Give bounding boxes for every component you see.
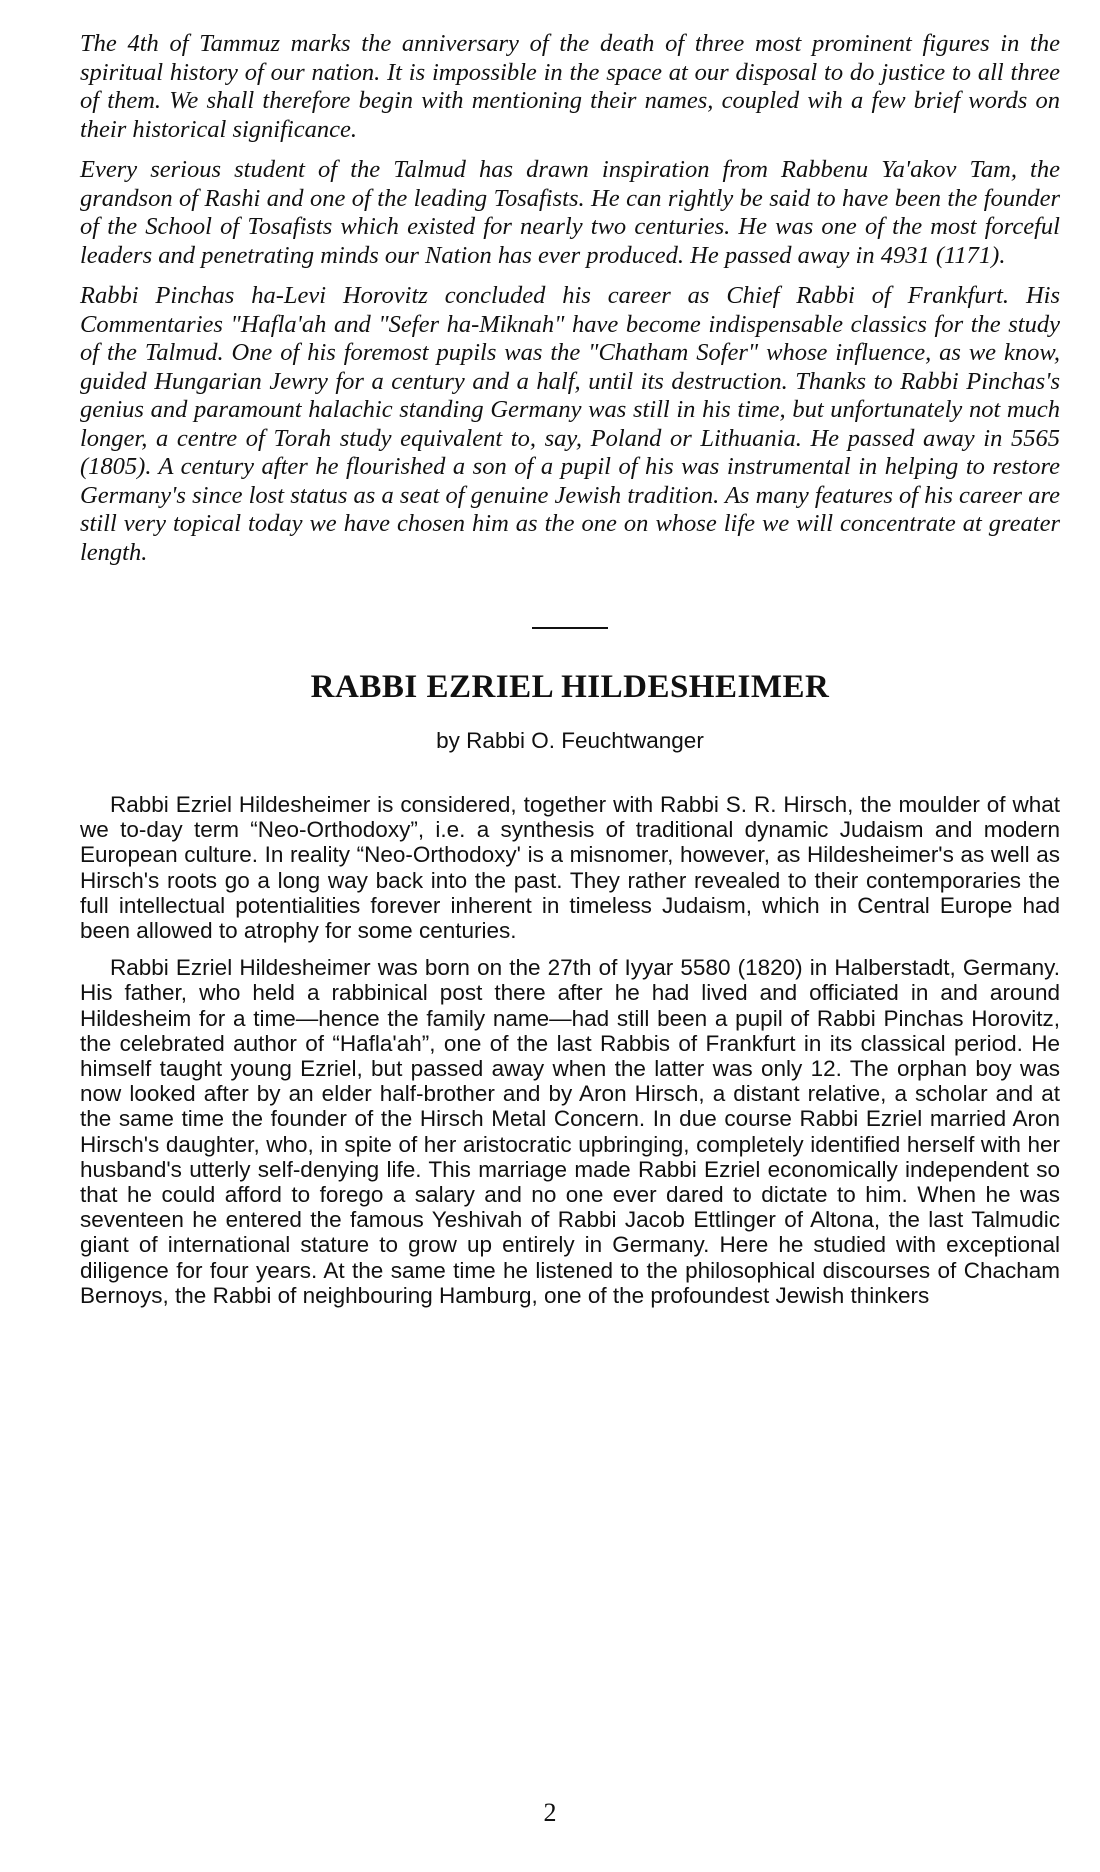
article-paragraph-2: Rabbi Ezriel Hildesheimer was born on the 27th of Iyyar 5580 (1820) in Halberstadt, Germany. His father, who held a rabbinical post there after he had lived and officiated in and around Hildesheim for a time—hence the family name—had still been a pupil of Rabbi Pinchas Horovitz, the celebrated author of “Hafla'ah”, one of the last Rabbis of Frankfurt in its classical period. He himself taught young Ezriel, but passed away when the latter was only 12. The orphan boy was now looked after by an elder half-brother and by Aron Hirsch, a distant relative, a scholar and at the same time the founder of the Hirsch Metal Concern. In due course Rabbi Ezriel married Aron Hirsch's daughter, who, in spite of her aristocratic upbringing, completely identified herself with her husband's utterly self-denying life. This marriage made Rabbi Ezriel economically independent so that he could afford to forego a salary and no one ever dared to dictate to him. When he was seventeen he entered the famous Yeshivah of Rabbi Jacob Ettlinger of Altona, the last Talmudic giant of international stature to grow up entirely in Germany. Here he studied with exceptional diligence for four years. At the same time he listened to the philosophical discourses of Chacham Bernoys, the Rabbi of neighbouring Hamburg, one of the profoundest Jewish thinkers [80, 955, 1060, 1308]
section-divider [532, 627, 608, 629]
article-body [80, 792, 1060, 1308]
article-paragraph-1: Rabbi Ezriel Hildesheimer is considered, together with Rabbi S. R. Hirsch, the moulder of what we to-day term “Neo-Orthodoxy”, i.e. a synthesis of traditional dynamic Judaism and modern European culture. In reality “Neo-Orthodoxy' is a misnomer, however, as Hildesheimer's as well as Hirsch's roots go a long way back into the past. They rather revealed to their contemporaries the full intellectual potentialities forever inherent in timeless Judaism, which in Central Europe had been allowed to atrophy for some centuries. [80, 792, 1060, 944]
intro-paragraph-2: Every serious student of the Talmud has drawn inspiration from Rabbenu Ya'akov Tam, the grandson of Rashi and one of the leading Tosafists. He can rightly be said to have been the founder of the School of Tosafists which existed for nearly two centuries. He was one of the most forceful leaders and penetrating minds our Nation has ever produced. He passed away in 4931 (1171). [80, 156, 1060, 269]
article-title: RABBI EZRIEL HILDESHEIMER [310, 669, 830, 705]
intro-section [80, 30, 1060, 567]
article-byline: by Rabbi O. Feuchtwanger [436, 728, 704, 753]
intro-paragraph-1: The 4th of Tammuz marks the anniversary of the death of three most prominent figures in the spiritual history of our nation. It is impossible in the space at our disposal to do justice to all three of them. We shall therefore begin with mentioning their names, coupled wih a few brief words on their historical significance. [80, 30, 1060, 143]
intro-paragraph-3: Rabbi Pinchas ha-Levi Horovitz concluded his career as Chief Rabbi of Frankfurt. His Commentaries "Hafla'ah and "Sefer ha-Miknah" have become indispensable classics for the study of the Talmud. One of his foremost pupils was the "Chatham Sofer" whose influence, as we know, guided Hungarian Jewry for a century and a half, until its destruction. Thanks to Rabbi Pinchas's genius and paramount halachic standing Germany was still in his time, but unfortunately not much longer, a centre of Torah study equivalent to, say, Poland or Lithuania. He passed away in 5565 (1805). A century after he flourished a son of a pupil of his was instrumental in helping to restore Germany's since lost status as a seat of genuine Jewish tradition. As many features of his career are still very topical today we have chosen him as the one on whose life we will concentrate at greater length. [80, 282, 1060, 566]
page-number: 2 [543, 1798, 557, 1827]
document-page [80, 30, 1060, 1320]
